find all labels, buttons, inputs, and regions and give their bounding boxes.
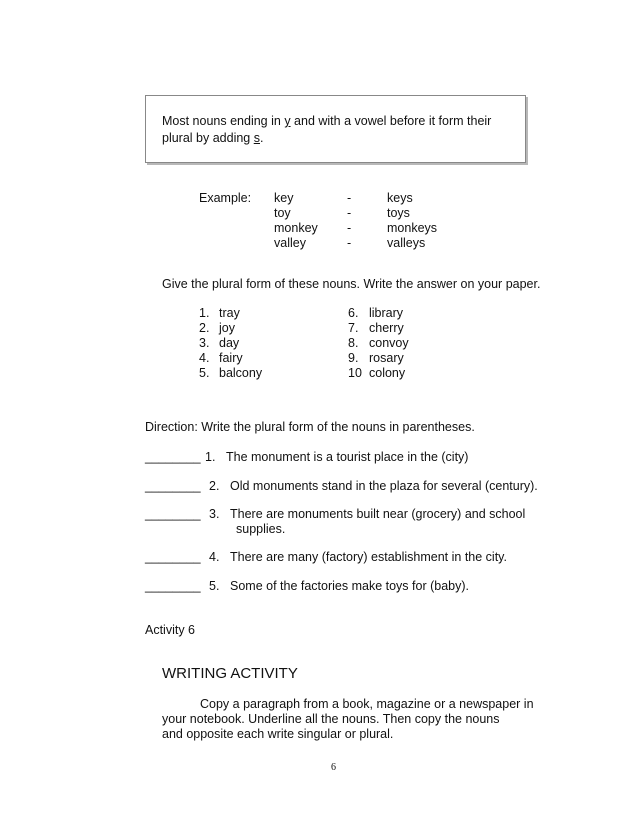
noun-word: colony	[369, 366, 406, 380]
example-dash: -	[347, 206, 352, 220]
item-number: 8.	[348, 336, 359, 350]
rule-text: Most nouns ending in	[162, 114, 285, 128]
noun-word: joy	[219, 321, 235, 335]
answer-blank: ________	[145, 507, 201, 521]
answer-blank: ________	[145, 550, 201, 564]
noun-word: convoy	[369, 336, 409, 350]
activity-label: Activity 6	[145, 623, 196, 637]
example-plural: toys	[387, 206, 410, 220]
answer-blank: ________	[145, 479, 201, 493]
example-dash-column	[347, 191, 351, 251]
noun-word: fairy	[219, 351, 243, 365]
item-number: 1.	[205, 450, 216, 464]
sentence-text: There are many (factory) establishment in the city.	[230, 550, 507, 564]
rule-line-1	[162, 114, 491, 128]
rule-line-2	[162, 131, 263, 145]
page-number: 6	[331, 762, 336, 773]
item-number: 2.	[199, 321, 210, 335]
rule-letter-s: s	[253, 131, 260, 145]
exercise1-left-numbers	[199, 306, 209, 381]
exercise1-right-words	[369, 306, 409, 381]
item-number: 3.	[199, 336, 210, 350]
rule-letter-y: y	[284, 114, 291, 128]
item-number: 5.	[199, 366, 210, 380]
example-singular-column	[274, 191, 318, 251]
item-number: 2.	[209, 479, 220, 493]
example-plural: valleys	[387, 236, 426, 250]
item-number: 1.	[199, 306, 210, 320]
writing-activity-heading: WRITING ACTIVITY	[162, 665, 298, 682]
rule-text: .	[259, 131, 264, 145]
sentence-text-continued: supplies.	[236, 522, 286, 536]
example-singular: toy	[274, 206, 291, 220]
item-number: 6.	[348, 306, 359, 320]
noun-word: rosary	[369, 351, 404, 365]
noun-word: cherry	[369, 321, 404, 335]
answer-blank: ________	[145, 579, 201, 593]
example-label: Example:	[199, 191, 252, 205]
exercise1-instruction: Give the plural form of these nouns. Write the answer on your paper.	[162, 277, 541, 291]
activity-paragraph-line: and opposite each write singular or plural.	[162, 727, 394, 741]
sentence-text: Some of the factories make toys for (baby).	[230, 579, 469, 593]
example-plural: monkeys	[387, 221, 438, 235]
activity-paragraph-line: Copy a paragraph from a book, magazine or a newspaper in	[200, 697, 534, 711]
item-number: 9.	[348, 351, 359, 365]
item-number: 5.	[209, 579, 220, 593]
exercise1-left-words	[219, 306, 262, 381]
example-plural: keys	[387, 191, 413, 205]
noun-word: balcony	[219, 366, 263, 380]
answer-blank: ________	[145, 450, 201, 464]
noun-word: tray	[219, 306, 240, 320]
rule-box	[145, 95, 526, 163]
rule-text: and with a vowel before it form their	[290, 114, 492, 128]
example-dash: -	[347, 191, 352, 205]
example-singular: monkey	[274, 221, 318, 235]
exercise2-direction: Direction: Write the plural form of the nouns in parentheses.	[145, 420, 475, 434]
item-number: 3.	[209, 507, 220, 521]
example-dash: -	[347, 221, 352, 235]
example-dash: -	[347, 236, 352, 250]
item-number: 4.	[209, 550, 220, 564]
item-number: 4.	[199, 351, 210, 365]
sentence-text: There are monuments built near (grocery) and school	[230, 507, 526, 521]
noun-word: day	[219, 336, 240, 350]
item-number: 7.	[348, 321, 359, 335]
example-singular: valley	[274, 236, 306, 250]
exercise1-right-numbers	[348, 306, 362, 381]
activity-paragraph-line: your notebook. Underline all the nouns. Then copy the nouns	[162, 712, 500, 726]
sentence-text: Old monuments stand in the plaza for several (century).	[230, 479, 538, 493]
noun-word: library	[369, 306, 404, 320]
example-singular: key	[274, 191, 294, 205]
rule-text: plural by adding	[162, 131, 254, 145]
sentence-text: The monument is a tourist place in the (city)	[226, 450, 469, 464]
example-plural-column	[387, 191, 437, 251]
item-number: 10	[348, 366, 362, 380]
